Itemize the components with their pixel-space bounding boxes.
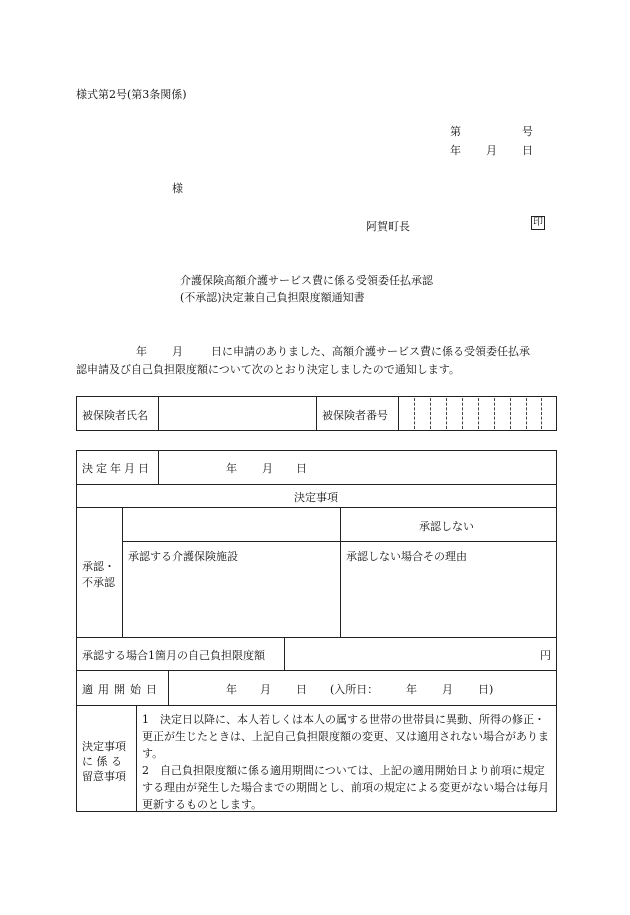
date-day: 日: [522, 144, 533, 157]
form-id: 様式第2号(第3条関係): [76, 88, 187, 101]
title-line-2: (不承認)決定兼自己負担限度額通知書: [180, 291, 365, 304]
date-month: 月: [486, 144, 497, 157]
matters-header: 決定事項: [294, 491, 338, 504]
addressee-suffix: 様: [172, 182, 183, 195]
insured-name-label: 被保険者氏名: [82, 409, 148, 422]
intro-month: 月: [172, 345, 183, 358]
intro-text-2: 認申請及び自己負担限度額について次のとおり決定しましたので通知します。: [76, 363, 460, 376]
insured-number-label: 被保険者番号: [322, 409, 388, 422]
note-1: 1 決定日以降に、本人若しくは本人の属する世帯の世帯員に異動、所得の修正・更正が生じたときは、上記自己負担限度額の変更、又は適用されない場合があります。: [142, 713, 549, 760]
seal-stamp: 印: [533, 217, 543, 228]
date-year: 年: [450, 144, 461, 157]
decision-date-label: 決定年月日: [82, 462, 152, 475]
decision-date-day: 日: [296, 462, 307, 475]
decision-date-month: 月: [262, 462, 273, 475]
decision-date-year: 年: [226, 462, 237, 475]
start-day: 日: [296, 683, 307, 696]
approval-label-1: 承認・: [82, 560, 115, 573]
number-dai: 第: [450, 125, 461, 138]
start-date-label: 適用開始日: [82, 683, 162, 696]
intro-text-1: 日に申請のありました、高額介護サービス費に係る受領委任払承: [211, 345, 530, 358]
reason-label: 承認しない場合その理由: [346, 550, 467, 563]
intro-year: 年: [136, 345, 147, 358]
limit-label: 承認する場合1箇月の自己負担限度額: [82, 649, 265, 662]
notes-label-3: 留意事項: [82, 770, 126, 783]
issuer: 阿賀町長: [366, 220, 410, 233]
approve-checkbox-cell[interactable]: [123, 508, 340, 541]
note-2: 2 自己負担限度額に係る適用期間については、上記の適用開始日より前項に規定する理由が発生した場合までの期間とし、前項の規定による変更がない場合は毎月更新するものとします。: [142, 764, 549, 811]
admission-year: 年: [406, 683, 417, 696]
notes-label-1: 決定事項: [82, 740, 126, 753]
notes-label-2: に 係 る: [82, 755, 122, 768]
insured-name-field[interactable]: [158, 397, 316, 430]
admission-day: 日): [478, 683, 494, 696]
not-approved-label: 承認しない: [419, 520, 474, 533]
title-line-1: 介護保険高額介護サービス費に係る受領委任払承認: [180, 274, 433, 287]
admission-open: (入所日：: [330, 683, 379, 696]
start-year: 年: [226, 683, 237, 696]
yen-unit: 円: [540, 649, 551, 662]
start-month: 月: [260, 683, 271, 696]
number-go: 号: [522, 125, 533, 138]
facility-label: 承認する介護保険施設: [128, 550, 238, 563]
admission-month: 月: [442, 683, 453, 696]
approval-label-2: 不承認: [82, 576, 115, 589]
